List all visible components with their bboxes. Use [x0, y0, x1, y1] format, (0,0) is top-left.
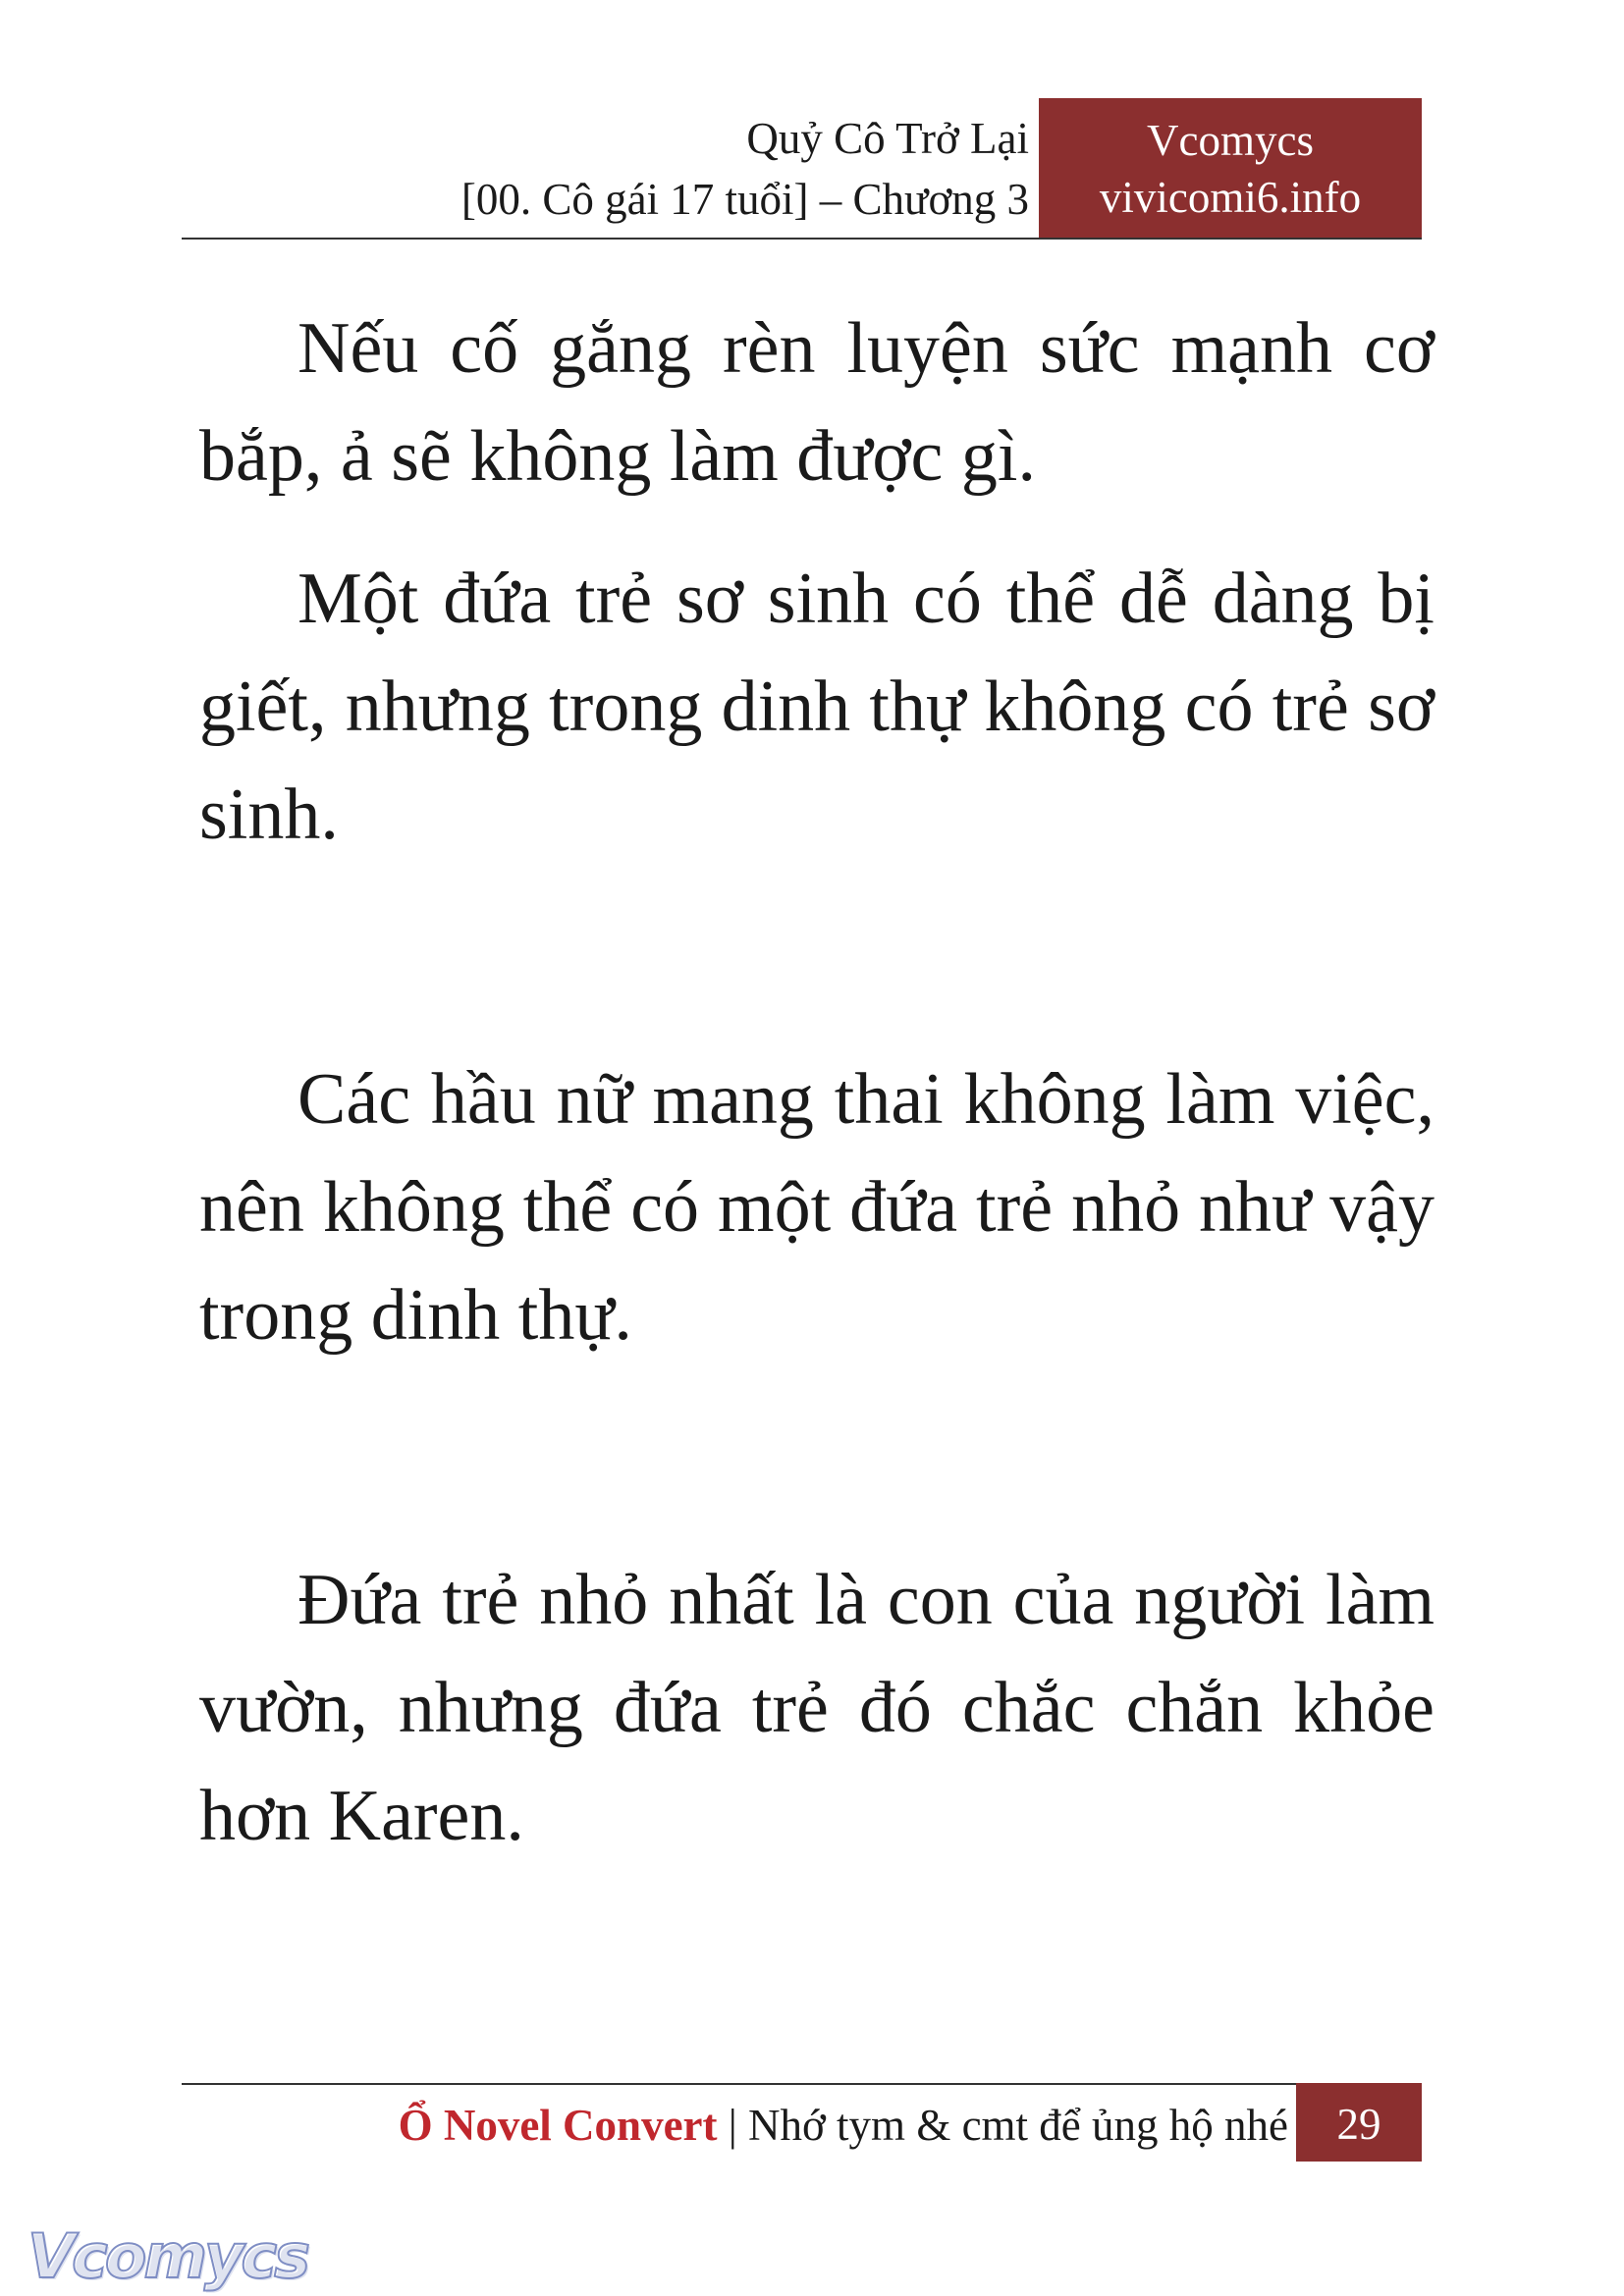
chapter-body: [199, 294, 1435, 1870]
footer-separator: |: [717, 2101, 749, 2150]
site-name: Vcomycs: [1147, 116, 1314, 165]
header-divider: [182, 238, 1422, 240]
chapter-line: [00. Cô gái 17 tuổi] – Chương 3: [460, 175, 1029, 224]
site-url: vivicomi6.info: [1099, 173, 1362, 222]
header-title-block: [461, 108, 1029, 230]
paragraph-4: Đứa trẻ nhỏ nhất là con của người làm vườn, nhưng đứa trẻ đó chắc chắn khỏe hơn Karen.: [199, 1560, 1435, 1856]
footer-divider: [182, 2083, 1422, 2085]
paragraph-3: Các hầu nữ mang thai không làm việc, nên không thể có một đứa trẻ nhỏ như vậy trong dinh thự.: [199, 1059, 1435, 1356]
page-number: 29: [1296, 2083, 1422, 2162]
footer-note: [399, 2091, 1288, 2160]
watermark-logo: Vcomycs: [27, 2220, 308, 2292]
page-header: [182, 98, 1422, 240]
paragraph-1: Nếu cố gắng rèn luyện sức mạnh cơ bắp, ả sẽ không làm được gì.: [199, 308, 1435, 497]
site-badge: [1039, 98, 1422, 240]
paragraph-2: Một đứa trẻ sơ sinh có thể dễ dàng bị giết, nhưng trong dinh thự không có trẻ sơ sinh.: [199, 559, 1435, 855]
footer-message: Nhớ tym & cmt để ủng hộ nhé: [748, 2101, 1288, 2150]
brand-name: Ổ Novel Convert: [398, 2101, 718, 2150]
page-footer: [182, 2083, 1422, 2162]
book-title: Quỷ Cô Trở Lại: [746, 114, 1029, 163]
